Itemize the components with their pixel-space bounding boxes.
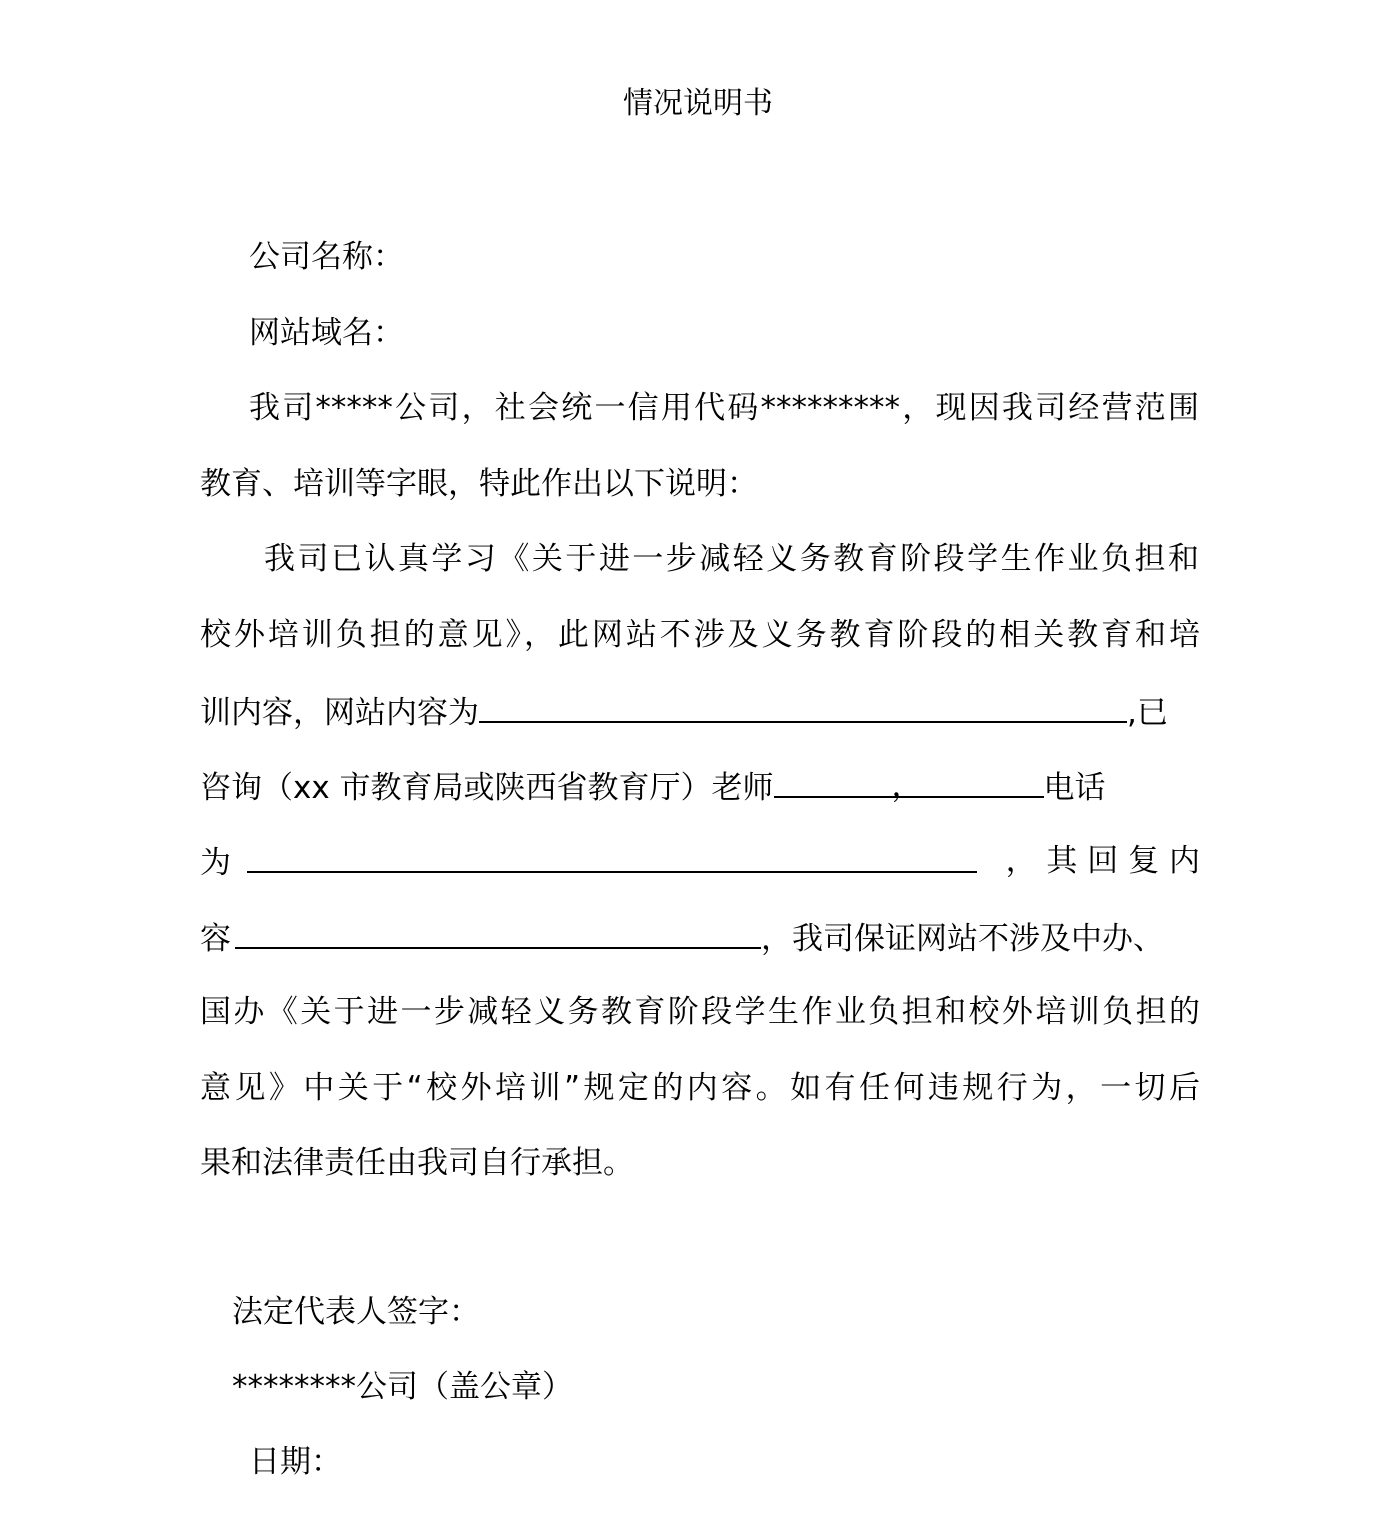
paragraph-2-line-7: 国办《关于进一步减轻义务教育阶段学生作业负担和校外培训负担的 <box>200 994 1200 1030</box>
paragraph-2-line-4 <box>200 762 1200 812</box>
consult-text: 咨询（xx 市教育局或陕西省教育厅）老师 <box>200 770 774 806</box>
teacher-separator: ， <box>891 768 923 804</box>
paragraph-1-line-2: 教育、培训等字眼，特此作出以下说明： <box>200 466 758 502</box>
reply-content-blank[interactable] <box>235 913 761 949</box>
phone-number-blank[interactable] <box>247 837 977 873</box>
date-label: 日期： <box>249 1444 342 1480</box>
phone-label: 电话 <box>1043 770 1106 806</box>
company-name-label: 公司名称： <box>249 239 404 275</box>
paragraph-2-line-9: 果和法律责任由我司自行承担。 <box>200 1145 634 1181</box>
paragraph-1-line-1: 我司*****公司，社会统一信用代码*********，现因我司经营范围 <box>249 390 1199 426</box>
company-seal-line: ********公司（盖公章） <box>232 1369 573 1405</box>
paragraph-2-line-1: 我司已认真学习《关于进一步减轻义务教育阶段学生作业负担和 <box>264 541 1199 577</box>
paragraph-2-line-8: 意见》中关于“校外培训”规定的内容。如有任何违规行为，一切后 <box>200 1070 1200 1106</box>
teacher-phone-blank[interactable] <box>774 762 1044 804</box>
reply-label: ， 其 回 复 内 <box>1005 843 1200 879</box>
consulted-prefix: ,已 <box>1127 695 1168 731</box>
domain-label: 网站域名： <box>249 315 404 351</box>
paragraph-2-line-2: 校外培训负担的意见》，此网站不涉及义务教育阶段的相关教育和培 <box>200 617 1200 653</box>
paragraph-2-line-6 <box>200 913 1200 963</box>
phone-prefix: 为 <box>200 845 231 881</box>
paragraph-2-line-5 <box>200 837 1200 887</box>
signature-label: 法定代表人签字： <box>232 1294 480 1330</box>
reply-prefix: 容 <box>200 921 231 957</box>
document-title: 情况说明书 <box>623 86 773 121</box>
guarantee-text: ，我司保证网站不涉及中办、 <box>761 921 1164 957</box>
content-label: 训内容，网站内容为 <box>200 695 479 731</box>
paragraph-2-line-3 <box>200 687 1200 737</box>
website-content-blank[interactable] <box>479 687 1127 723</box>
